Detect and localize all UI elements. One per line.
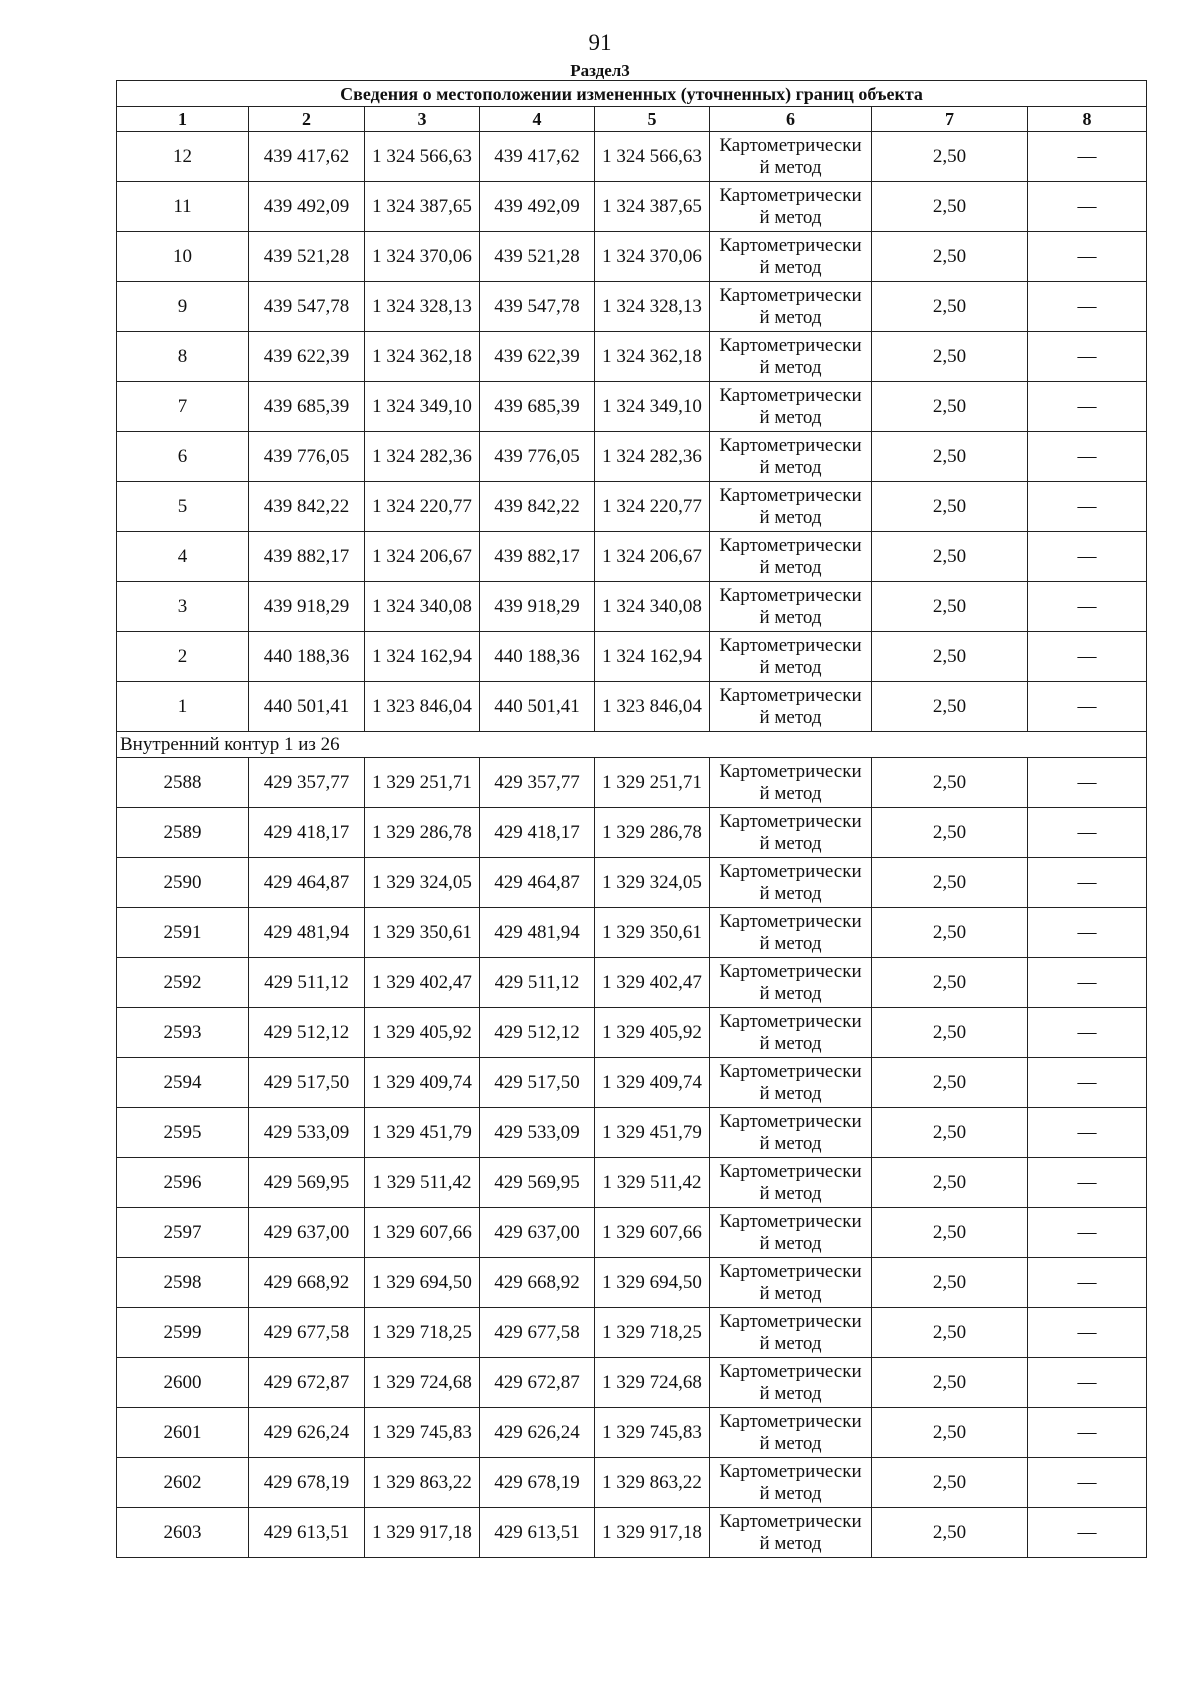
x-old-cell: 439 417,62 <box>249 132 365 182</box>
table-row <box>117 858 1147 908</box>
x-new-cell: 429 512,12 <box>480 1008 595 1058</box>
table-row <box>117 532 1147 582</box>
accuracy-cell: 2,50 <box>872 232 1028 282</box>
y-old-cell: 1 324 370,06 <box>365 232 480 282</box>
method-cell: Картометрически й метод <box>710 1408 872 1458</box>
y-old-cell: 1 329 451,79 <box>365 1108 480 1158</box>
x-old-cell: 429 357,77 <box>249 758 365 808</box>
table-row <box>117 632 1147 682</box>
x-new-cell: 440 501,41 <box>480 682 595 732</box>
table-row <box>117 1158 1147 1208</box>
point-number-cell: 2596 <box>117 1158 249 1208</box>
y-old-cell: 1 329 350,61 <box>365 908 480 958</box>
x-old-cell: 439 882,17 <box>249 532 365 582</box>
y-new-cell: 1 329 324,05 <box>595 858 710 908</box>
description-cell: — <box>1028 182 1147 232</box>
method-cell: Картометрически й метод <box>710 482 872 532</box>
x-new-cell: 429 613,51 <box>480 1508 595 1558</box>
y-new-cell: 1 329 251,71 <box>595 758 710 808</box>
y-old-cell: 1 329 409,74 <box>365 1058 480 1108</box>
accuracy-cell: 2,50 <box>872 582 1028 632</box>
description-cell: — <box>1028 632 1147 682</box>
table-row <box>117 182 1147 232</box>
x-new-cell: 439 882,17 <box>480 532 595 582</box>
point-number-cell: 5 <box>117 482 249 532</box>
y-old-cell: 1 324 349,10 <box>365 382 480 432</box>
method-cell: Картометрически й метод <box>710 1108 872 1158</box>
accuracy-cell: 2,50 <box>872 432 1028 482</box>
point-number-cell: 11 <box>117 182 249 232</box>
accuracy-cell: 2,50 <box>872 182 1028 232</box>
accuracy-cell: 2,50 <box>872 1158 1028 1208</box>
description-cell: — <box>1028 132 1147 182</box>
y-old-cell: 1 324 362,18 <box>365 332 480 382</box>
x-new-cell: 429 678,19 <box>480 1458 595 1508</box>
accuracy-cell: 2,50 <box>872 132 1028 182</box>
description-cell: — <box>1028 758 1147 808</box>
y-new-cell: 1 329 286,78 <box>595 808 710 858</box>
x-old-cell: 439 685,39 <box>249 382 365 432</box>
method-cell: Картометрически й метод <box>710 1308 872 1358</box>
y-old-cell: 1 324 566,63 <box>365 132 480 182</box>
point-number-cell: 7 <box>117 382 249 432</box>
column-number: 5 <box>595 107 710 132</box>
point-number-cell: 2591 <box>117 908 249 958</box>
table-row <box>117 1258 1147 1308</box>
y-new-cell: 1 329 451,79 <box>595 1108 710 1158</box>
y-old-cell: 1 329 251,71 <box>365 758 480 808</box>
method-cell: Картометрически й метод <box>710 1008 872 1058</box>
x-old-cell: 429 517,50 <box>249 1058 365 1108</box>
y-new-cell: 1 324 340,08 <box>595 582 710 632</box>
method-cell: Картометрически й метод <box>710 632 872 682</box>
description-cell: — <box>1028 1058 1147 1108</box>
x-old-cell: 429 533,09 <box>249 1108 365 1158</box>
table-row <box>117 332 1147 382</box>
section-title: Раздел3 <box>570 61 630 80</box>
description-cell: — <box>1028 908 1147 958</box>
y-new-cell: 1 324 162,94 <box>595 632 710 682</box>
x-new-cell: 429 569,95 <box>480 1158 595 1208</box>
point-number-cell: 3 <box>117 582 249 632</box>
table-row <box>117 1508 1147 1558</box>
table-row <box>117 1358 1147 1408</box>
accuracy-cell: 2,50 <box>872 808 1028 858</box>
x-new-cell: 429 464,87 <box>480 858 595 908</box>
method-cell: Картометрически й метод <box>710 758 872 808</box>
column-number: 7 <box>872 107 1028 132</box>
method-cell: Картометрически й метод <box>710 1158 872 1208</box>
point-number-cell: 8 <box>117 332 249 382</box>
table-row <box>117 582 1147 632</box>
y-new-cell: 1 329 724,68 <box>595 1358 710 1408</box>
accuracy-cell: 2,50 <box>872 1358 1028 1408</box>
method-cell: Картометрически й метод <box>710 808 872 858</box>
method-cell: Картометрически й метод <box>710 532 872 582</box>
point-number-cell: 9 <box>117 282 249 332</box>
accuracy-cell: 2,50 <box>872 1508 1028 1558</box>
x-new-cell: 439 842,22 <box>480 482 595 532</box>
y-old-cell: 1 324 328,13 <box>365 282 480 332</box>
accuracy-cell: 2,50 <box>872 1208 1028 1258</box>
x-new-cell: 429 626,24 <box>480 1408 595 1458</box>
accuracy-cell: 2,50 <box>872 908 1028 958</box>
description-cell: — <box>1028 532 1147 582</box>
method-cell: Картометрически й метод <box>710 858 872 908</box>
y-old-cell: 1 329 405,92 <box>365 1008 480 1058</box>
y-old-cell: 1 324 282,36 <box>365 432 480 482</box>
y-new-cell: 1 329 718,25 <box>595 1308 710 1358</box>
method-cell: Картометрически й метод <box>710 958 872 1008</box>
x-new-cell: 429 517,50 <box>480 1058 595 1108</box>
x-new-cell: 429 672,87 <box>480 1358 595 1408</box>
x-old-cell: 439 776,05 <box>249 432 365 482</box>
y-new-cell: 1 324 349,10 <box>595 382 710 432</box>
table-row <box>117 1208 1147 1258</box>
y-old-cell: 1 329 324,05 <box>365 858 480 908</box>
point-number-cell: 2588 <box>117 758 249 808</box>
x-old-cell: 439 622,39 <box>249 332 365 382</box>
column-number: 1 <box>117 107 249 132</box>
y-new-cell: 1 324 282,36 <box>595 432 710 482</box>
y-new-cell: 1 329 350,61 <box>595 908 710 958</box>
y-old-cell: 1 329 745,83 <box>365 1408 480 1458</box>
accuracy-cell: 2,50 <box>872 1058 1028 1108</box>
table-row <box>117 1058 1147 1108</box>
x-new-cell: 429 668,92 <box>480 1258 595 1308</box>
x-new-cell: 429 357,77 <box>480 758 595 808</box>
method-cell: Картометрически й метод <box>710 682 872 732</box>
table-row <box>117 958 1147 1008</box>
y-old-cell: 1 329 511,42 <box>365 1158 480 1208</box>
point-number-cell: 2593 <box>117 1008 249 1058</box>
y-new-cell: 1 329 511,42 <box>595 1158 710 1208</box>
y-new-cell: 1 324 206,67 <box>595 532 710 582</box>
x-old-cell: 440 188,36 <box>249 632 365 682</box>
table-row <box>117 432 1147 482</box>
x-old-cell: 429 569,95 <box>249 1158 365 1208</box>
table-row <box>117 482 1147 532</box>
x-old-cell: 439 492,09 <box>249 182 365 232</box>
point-number-cell: 2600 <box>117 1358 249 1408</box>
point-number-cell: 2598 <box>117 1258 249 1308</box>
accuracy-cell: 2,50 <box>872 532 1028 582</box>
table-row <box>117 132 1147 182</box>
description-cell: — <box>1028 1508 1147 1558</box>
accuracy-cell: 2,50 <box>872 282 1028 332</box>
accuracy-cell: 2,50 <box>872 482 1028 532</box>
y-old-cell: 1 329 694,50 <box>365 1258 480 1308</box>
x-new-cell: 439 776,05 <box>480 432 595 482</box>
point-number-cell: 2602 <box>117 1458 249 1508</box>
y-old-cell: 1 324 206,67 <box>365 532 480 582</box>
y-new-cell: 1 324 328,13 <box>595 282 710 332</box>
x-new-cell: 429 418,17 <box>480 808 595 858</box>
x-new-cell: 439 685,39 <box>480 382 595 432</box>
x-old-cell: 439 918,29 <box>249 582 365 632</box>
accuracy-cell: 2,50 <box>872 382 1028 432</box>
description-cell: — <box>1028 282 1147 332</box>
accuracy-cell: 2,50 <box>872 958 1028 1008</box>
contour-title: Внутренний контур 1 из 26 <box>117 732 1147 758</box>
column-numbers-row <box>117 107 1147 132</box>
description-cell: — <box>1028 482 1147 532</box>
column-number: 2 <box>249 107 365 132</box>
y-old-cell: 1 324 340,08 <box>365 582 480 632</box>
contour-header-row <box>117 732 1147 758</box>
description-cell: — <box>1028 682 1147 732</box>
accuracy-cell: 2,50 <box>872 682 1028 732</box>
point-number-cell: 2595 <box>117 1108 249 1158</box>
boundary-coordinates-table <box>116 80 1147 1558</box>
y-new-cell: 1 324 220,77 <box>595 482 710 532</box>
method-cell: Картометрически й метод <box>710 582 872 632</box>
x-old-cell: 429 668,92 <box>249 1258 365 1308</box>
y-old-cell: 1 329 402,47 <box>365 958 480 1008</box>
method-cell: Картометрически й метод <box>710 1058 872 1108</box>
x-old-cell: 429 637,00 <box>249 1208 365 1258</box>
x-old-cell: 429 613,51 <box>249 1508 365 1558</box>
table-row <box>117 232 1147 282</box>
y-new-cell: 1 324 362,18 <box>595 332 710 382</box>
y-old-cell: 1 329 718,25 <box>365 1308 480 1358</box>
x-old-cell: 429 626,24 <box>249 1408 365 1458</box>
table-row <box>117 1108 1147 1158</box>
y-new-cell: 1 329 694,50 <box>595 1258 710 1308</box>
accuracy-cell: 2,50 <box>872 632 1028 682</box>
x-new-cell: 439 521,28 <box>480 232 595 282</box>
x-new-cell: 439 547,78 <box>480 282 595 332</box>
x-new-cell: 439 492,09 <box>480 182 595 232</box>
point-number-cell: 2601 <box>117 1408 249 1458</box>
accuracy-cell: 2,50 <box>872 1408 1028 1458</box>
point-number-cell: 2592 <box>117 958 249 1008</box>
point-number-cell: 10 <box>117 232 249 282</box>
table-row <box>117 1308 1147 1358</box>
x-old-cell: 429 677,58 <box>249 1308 365 1358</box>
y-old-cell: 1 329 863,22 <box>365 1458 480 1508</box>
x-old-cell: 429 464,87 <box>249 858 365 908</box>
x-new-cell: 429 533,09 <box>480 1108 595 1158</box>
x-old-cell: 429 481,94 <box>249 908 365 958</box>
x-old-cell: 439 547,78 <box>249 282 365 332</box>
column-number: 6 <box>710 107 872 132</box>
description-cell: — <box>1028 382 1147 432</box>
point-number-cell: 6 <box>117 432 249 482</box>
method-cell: Картометрически й метод <box>710 182 872 232</box>
point-number-cell: 2603 <box>117 1508 249 1558</box>
y-old-cell: 1 329 917,18 <box>365 1508 480 1558</box>
method-cell: Картометрически й метод <box>710 132 872 182</box>
description-cell: — <box>1028 808 1147 858</box>
y-old-cell: 1 329 286,78 <box>365 808 480 858</box>
description-cell: — <box>1028 958 1147 1008</box>
description-cell: — <box>1028 1258 1147 1308</box>
y-old-cell: 1 329 724,68 <box>365 1358 480 1408</box>
description-cell: — <box>1028 1158 1147 1208</box>
y-old-cell: 1 324 387,65 <box>365 182 480 232</box>
y-old-cell: 1 329 607,66 <box>365 1208 480 1258</box>
point-number-cell: 2599 <box>117 1308 249 1358</box>
method-cell: Картометрически й метод <box>710 908 872 958</box>
description-cell: — <box>1028 1008 1147 1058</box>
method-cell: Картометрически й метод <box>710 232 872 282</box>
table-row <box>117 808 1147 858</box>
point-number-cell: 12 <box>117 132 249 182</box>
table-body <box>117 81 1147 1558</box>
x-new-cell: 440 188,36 <box>480 632 595 682</box>
table-row <box>117 1458 1147 1508</box>
x-old-cell: 429 512,12 <box>249 1008 365 1058</box>
accuracy-cell: 2,50 <box>872 1458 1028 1508</box>
point-number-cell: 2590 <box>117 858 249 908</box>
x-new-cell: 429 637,00 <box>480 1208 595 1258</box>
y-new-cell: 1 329 745,83 <box>595 1408 710 1458</box>
description-cell: — <box>1028 232 1147 282</box>
accuracy-cell: 2,50 <box>872 332 1028 382</box>
method-cell: Картометрически й метод <box>710 382 872 432</box>
y-new-cell: 1 324 370,06 <box>595 232 710 282</box>
table-row <box>117 382 1147 432</box>
table-caption-row <box>117 81 1147 107</box>
method-cell: Картометрически й метод <box>710 1508 872 1558</box>
method-cell: Картометрически й метод <box>710 282 872 332</box>
point-number-cell: 2589 <box>117 808 249 858</box>
page-number: 91 <box>588 30 612 55</box>
column-number: 4 <box>480 107 595 132</box>
y-old-cell: 1 323 846,04 <box>365 682 480 732</box>
description-cell: — <box>1028 1408 1147 1458</box>
x-new-cell: 439 417,62 <box>480 132 595 182</box>
description-cell: — <box>1028 1108 1147 1158</box>
table-row <box>117 682 1147 732</box>
y-new-cell: 1 324 566,63 <box>595 132 710 182</box>
description-cell: — <box>1028 1208 1147 1258</box>
y-new-cell: 1 329 607,66 <box>595 1208 710 1258</box>
x-old-cell: 429 672,87 <box>249 1358 365 1408</box>
point-number-cell: 4 <box>117 532 249 582</box>
x-new-cell: 429 511,12 <box>480 958 595 1008</box>
x-old-cell: 439 521,28 <box>249 232 365 282</box>
table-row <box>117 1008 1147 1058</box>
description-cell: — <box>1028 1308 1147 1358</box>
method-cell: Картометрически й метод <box>710 1258 872 1308</box>
accuracy-cell: 2,50 <box>872 1008 1028 1058</box>
x-new-cell: 439 918,29 <box>480 582 595 632</box>
x-old-cell: 439 842,22 <box>249 482 365 532</box>
description-cell: — <box>1028 432 1147 482</box>
accuracy-cell: 2,50 <box>872 758 1028 808</box>
y-new-cell: 1 324 387,65 <box>595 182 710 232</box>
y-old-cell: 1 324 162,94 <box>365 632 480 682</box>
method-cell: Картометрически й метод <box>710 1358 872 1408</box>
description-cell: — <box>1028 582 1147 632</box>
accuracy-cell: 2,50 <box>872 858 1028 908</box>
x-new-cell: 439 622,39 <box>480 332 595 382</box>
accuracy-cell: 2,50 <box>872 1108 1028 1158</box>
description-cell: — <box>1028 332 1147 382</box>
x-old-cell: 429 511,12 <box>249 958 365 1008</box>
y-new-cell: 1 329 863,22 <box>595 1458 710 1508</box>
point-number-cell: 2 <box>117 632 249 682</box>
point-number-cell: 2597 <box>117 1208 249 1258</box>
y-new-cell: 1 329 917,18 <box>595 1508 710 1558</box>
point-number-cell: 2594 <box>117 1058 249 1108</box>
table-row <box>117 908 1147 958</box>
y-new-cell: 1 323 846,04 <box>595 682 710 732</box>
x-new-cell: 429 481,94 <box>480 908 595 958</box>
description-cell: — <box>1028 1458 1147 1508</box>
x-new-cell: 429 677,58 <box>480 1308 595 1358</box>
column-number: 8 <box>1028 107 1147 132</box>
method-cell: Картометрически й метод <box>710 332 872 382</box>
table-row <box>117 758 1147 808</box>
point-number-cell: 1 <box>117 682 249 732</box>
method-cell: Картометрически й метод <box>710 1208 872 1258</box>
y-new-cell: 1 329 402,47 <box>595 958 710 1008</box>
description-cell: — <box>1028 858 1147 908</box>
accuracy-cell: 2,50 <box>872 1258 1028 1308</box>
x-old-cell: 440 501,41 <box>249 682 365 732</box>
table-row <box>117 1408 1147 1458</box>
y-new-cell: 1 329 405,92 <box>595 1008 710 1058</box>
table-caption: Сведения о местоположении измененных (уточненных) границ объекта <box>117 81 1147 107</box>
y-old-cell: 1 324 220,77 <box>365 482 480 532</box>
method-cell: Картометрически й метод <box>710 432 872 482</box>
y-new-cell: 1 329 409,74 <box>595 1058 710 1108</box>
description-cell: — <box>1028 1358 1147 1408</box>
column-number: 3 <box>365 107 480 132</box>
table-row <box>117 282 1147 332</box>
accuracy-cell: 2,50 <box>872 1308 1028 1358</box>
x-old-cell: 429 678,19 <box>249 1458 365 1508</box>
x-old-cell: 429 418,17 <box>249 808 365 858</box>
method-cell: Картометрически й метод <box>710 1458 872 1508</box>
